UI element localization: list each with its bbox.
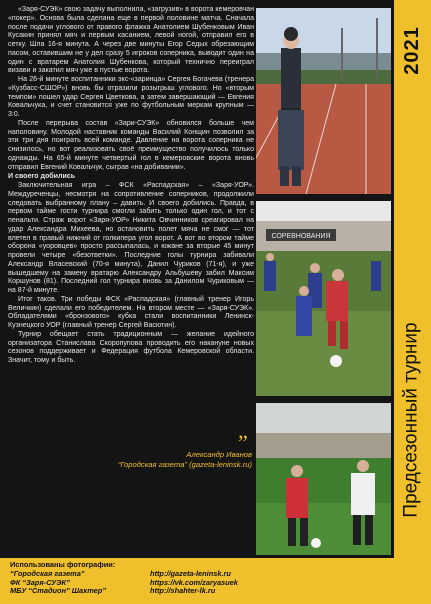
tournament-title: Предсезонный турнир [401, 322, 422, 518]
article-body [8, 6, 254, 366]
article-paragraph: «Заря-СУЭК» свою задачу выполнила, «загрузив» в ворота кемеровчан «покер». Основа была сделана еще в первой половине матча. Сначала после подачи углового от правого флажка Анатолием Шубенковым Иван Кусакин принял мяч и первым касанием, левой ногой, отправил его в сетку. Шла 16-я минута. А через две минуты Егор Седых обрезающим пасом, оставившим не у дел сразу 5 игроков соперника, выводит один на один с вратарем Анатолия Шубенкова, который технично переиграл визави и закатил мяч уже в пустые ворота. [8, 6, 254, 75]
credit-source-name: “Городская газета” [10, 569, 85, 578]
article-paragraph: После перерыва состав «Зари-СУЭК» обновился больше чем наполовину. Молодой наставник команды Василий Конщин позволил за эти три дня поиграть всей команде. Давление на ворота соперника не снизилось, но вот реализовать своё преимущество получилось только однажды. На 65-й минуте четвертый гол в кемеровские ворота вновь отправил Евгений Ковальчук, сыграв «на добивании». [8, 119, 254, 171]
author-block [60, 450, 252, 470]
credit-source-name: МБУ “Стадион” Шахтер” [10, 586, 107, 596]
credit-link[interactable]: http://shahter-lk.ru [150, 586, 216, 596]
credits-label: Использованы фотографии: [10, 560, 116, 569]
credit-source-name: ФК “Заря-СУЭК” [10, 577, 70, 587]
author-name: Александр Иванов [186, 450, 252, 459]
article-paragraph: Турнир обещает стать традиционным — желание идейного организатора Станислава Скоропупова проводить его накануне новых сезонов поддерживает и Федерация футбола Кемеровской области. Значит, тому и быть. [8, 330, 254, 364]
article-subheading: И своего добились [8, 173, 76, 181]
author-source: “Городская газета” (gazeta-leninsk.ru) [117, 460, 252, 469]
credit-link[interactable]: http://gazeta-leninsk.ru [150, 569, 231, 578]
photo-players [256, 403, 391, 555]
article-paragraph: Итог таков. Три победы ФСК «Распадская» (главный тренер Игорь Величкин) сделали его победителем. На втором месте — «Заря-СУЭК». Обладателями «бронзового» кубка стали воспитанники Ленинск-Кузнецкого УОР (главный тренер Сергей Васютин). [8, 295, 254, 329]
article-paragraph: Заключительная игра – ФСК «Распадская» – «Заря-УОР». Междуреченцы, несмотря на сопротивление соперников, продолжили следовать выбранному плану – давить. И своего добились. Правда, в первом тайме гости турнира смогли забить только один гол, и тот с пенальти. Страж ворот «Заря-УОР» Никита Овчинников среагировал на удар Александра Михеева, но остановить полет мяча не смог — тот влетел в правый нижний от голкипера угол ворот. А вот во втором тайме оборона «уоровцев» просто рассыпалась, и южане за вторые 45 минут провели четыре «безответки». Последние голы турнира забивали Александр Власевский (70-я минута), Данил Чуриков (71-я), и уже вышедшему на замену вратарю Александру Альбушеву забил Максим Коршунов (81). Последний гол турнира вновь за Данилом Чуриковым — на 87-й минуте. [8, 182, 254, 294]
photo-match-action [256, 201, 391, 396]
photo-goalkeeper [256, 8, 391, 194]
credit-link[interactable]: https://vk.com/zaryasuek [150, 577, 238, 587]
quote-mark: ” [238, 430, 248, 455]
year-label: 2021 [400, 25, 423, 75]
photo-credits [0, 558, 394, 604]
stadium-banner-text: СОРЕВНОВАНИЯ [271, 233, 331, 240]
article-paragraph: На 26-й минуте воспитанники экс-«заринца» Сергея Богачева (тренера «Кузбасс-СШОР») вновь бы отразили розыгрыш углового. Но «вторым темпом» пошел удар Сергея Цветкова, а затем завершающий — Евгения Ковальчука, и счет становится уже по футбольным меркам крупным — 3:0. [8, 76, 254, 118]
